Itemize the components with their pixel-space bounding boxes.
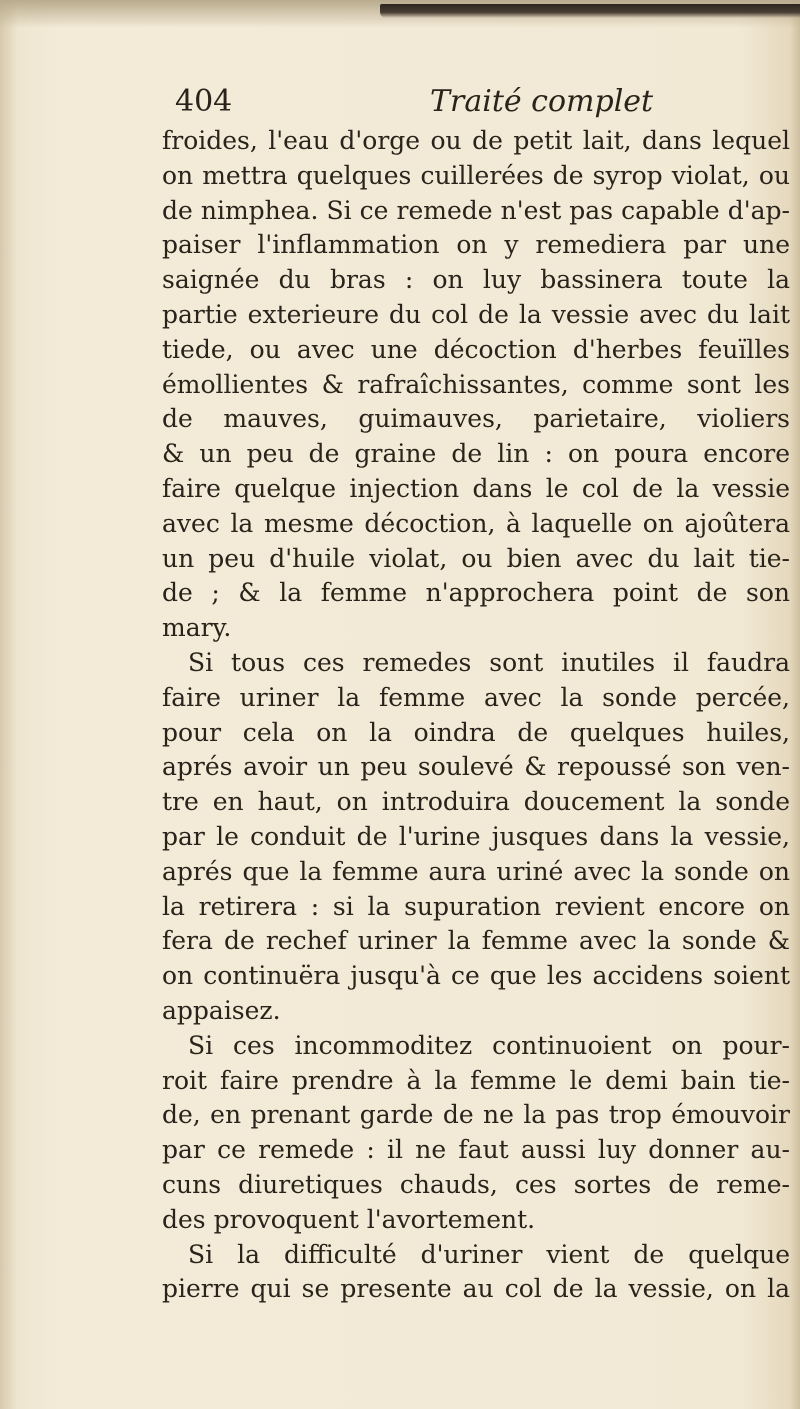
text-line: de ; & la femme n'approchera point de son [162, 578, 790, 608]
text-line: de, en prenant garde de ne la pas trop émouvoir [162, 1100, 790, 1130]
text-line: Si la difficulté d'uriner vient de quelque [188, 1239, 790, 1269]
text-line: un peu d'huile violat, ou bien avec du lait tie- [162, 543, 790, 573]
text-line: de mauves, guimauves, parietaire, violiers [162, 404, 790, 434]
text-line: Si tous ces remedes sont inutiles il faudra [188, 647, 790, 677]
running-head [175, 80, 675, 124]
text-line: Si ces incommoditez continuoient on pour- [188, 1030, 790, 1060]
text-line: aprés avoir un peu soulevé & repoussé son ven- [162, 752, 790, 782]
text-line: aprés que la femme aura uriné avec la sonde on [162, 856, 790, 886]
text-line: tiede, ou avec une décoction d'herbes feuïlles [162, 334, 790, 364]
text-line: & un peu de graine de lin : on poura encore [162, 439, 790, 469]
text-line: faire quelque injection dans le col de la vessie [162, 473, 790, 503]
text-line: on continuëra jusqu'à ce que les accidens soient [162, 961, 790, 991]
text-line: froides, l'eau d'orge ou de petit lait, dans lequel [162, 126, 790, 155]
text-line: mary. [162, 613, 232, 643]
text-line: par ce remede : il ne faut aussi luy donner au- [162, 1135, 790, 1165]
text-line: la retirera : si la supuration revient encore on [162, 891, 790, 921]
text-line: paiser l'inflammation on y remediera par une [162, 230, 790, 260]
text-line: par le conduit de l'urine jusques dans la vessie, [162, 821, 790, 851]
text-line: de nimphea. Si ce remede n'est pas capable d'ap- [162, 195, 790, 225]
text-line: partie exterieure du col de la vessie avec du lait [162, 299, 790, 329]
text-line: appaisez. [162, 995, 281, 1025]
text-line: émollientes & rafraîchissantes, comme sont les [162, 369, 790, 399]
body-text [162, 124, 790, 1307]
text-line: pour cela on la oindra de quelques huiles, [162, 717, 790, 747]
page-number: 404 [175, 84, 233, 119]
text-line: saignée du bras : on luy bassinera toute la [162, 265, 790, 295]
running-title: Traité complet [430, 84, 654, 119]
binding-edge [380, 4, 800, 18]
text-line: des provoquent l'avortement. [162, 1204, 536, 1234]
text-line: cuns diuretiques chauds, ces sortes de reme- [162, 1169, 790, 1199]
text-line: faire uriner la femme avec la sonde percée, [162, 682, 790, 712]
text-line: roit faire prendre à la femme le demi bain tie- [162, 1065, 790, 1095]
text-line: tre en haut, on introduira doucement la sonde [162, 787, 790, 817]
text-line: fera de rechef uriner la femme avec la sonde & [162, 926, 790, 956]
text-line: on mettra quelques cuillerées de syrop violat, ou [162, 160, 790, 190]
text-line: avec la mesme décoction, à laquelle on ajoûtera [162, 508, 790, 538]
text-line: pierre qui se presente au col de la vessie, on la [162, 1274, 790, 1304]
